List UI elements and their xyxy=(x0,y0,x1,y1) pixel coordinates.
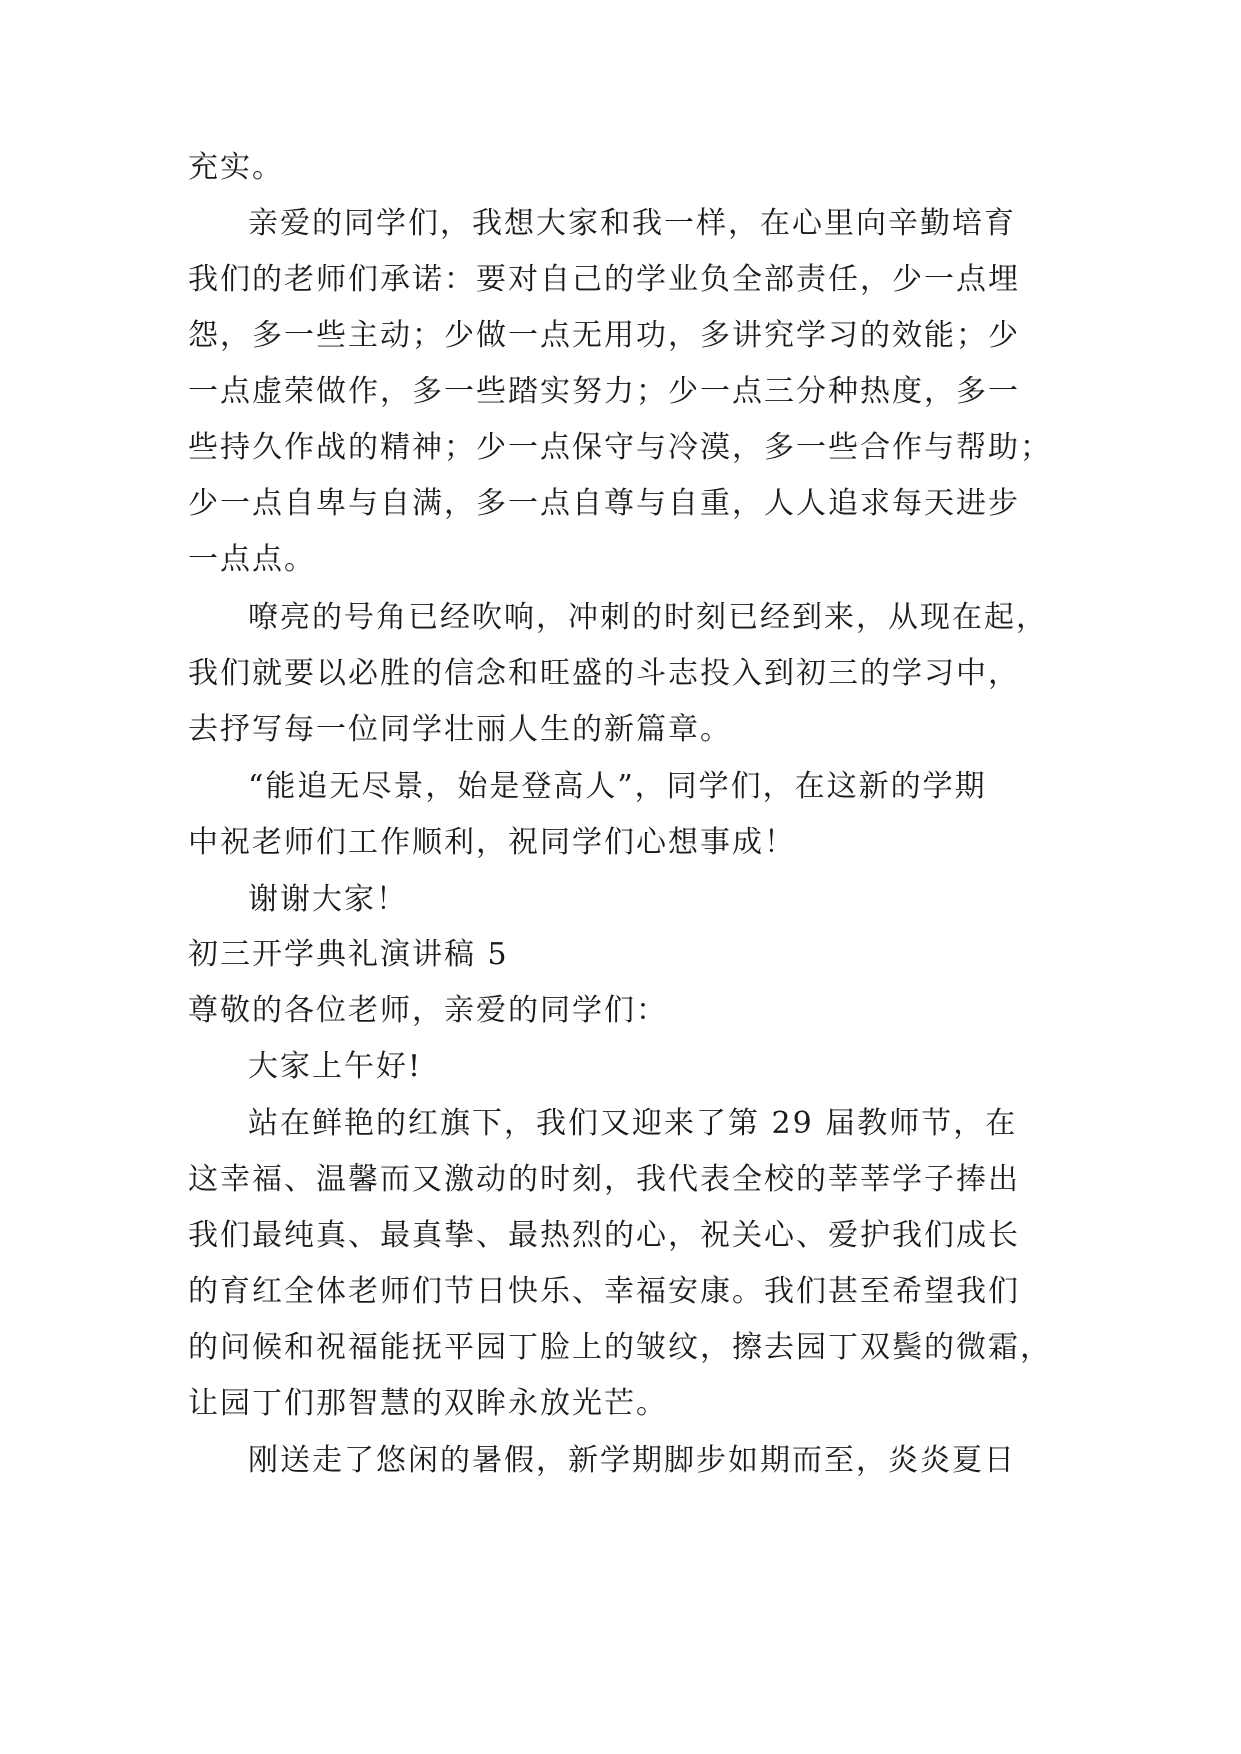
text-line: 中祝老师们工作顺利，祝同学们心想事成！ xyxy=(188,825,796,860)
text-line: 些持久作战的精神；少一点保守与冷漠，多一些合作与帮助； xyxy=(188,430,1052,465)
text-line: 去抒写每一位同学壮丽人生的新篇章。 xyxy=(188,712,732,747)
text-line: 充实。 xyxy=(188,150,284,185)
text-line: 让园丁们那智慧的双眸永放光芒。 xyxy=(188,1386,668,1421)
text-line: 一点点。 xyxy=(188,542,316,577)
section-title: 初三开学典礼演讲稿 5 xyxy=(188,937,509,972)
text-line: 我们最纯真、最真挚、最热烈的心，祝关心、爱护我们成长 xyxy=(188,1218,1020,1253)
text-line: 的问候和祝福能抚平园丁脸上的皱纹，擦去园丁双鬓的微霜， xyxy=(188,1330,1052,1365)
text-line: 少一点自卑与自满，多一点自尊与自重，人人追求每天进步 xyxy=(188,486,1020,521)
text-line: 怨，多一些主动；少做一点无用功，多讲究学习的效能；少 xyxy=(188,318,1020,353)
greeting: 大家上午好! xyxy=(248,1049,423,1084)
salutation: 尊敬的各位老师，亲爱的同学们： xyxy=(188,993,668,1028)
text-line: 我们就要以必胜的信念和旺盛的斗志投入到初三的学习中， xyxy=(188,656,1020,691)
paragraph-start-line: 站在鲜艳的红旗下，我们又迎来了第 29 届教师节，在 xyxy=(248,1106,1018,1141)
paragraph-start-line: 嘹亮的号角已经吹响，冲刺的时刻已经到来，从现在起， xyxy=(248,600,1048,635)
text-line: 这幸福、温馨而又激动的时刻，我代表全校的莘莘学子捧出 xyxy=(188,1162,1020,1197)
closing-line: 谢谢大家！ xyxy=(248,882,408,917)
paragraph-start-line: 亲爱的同学们，我想大家和我一样，在心里向辛勤培育 xyxy=(248,206,1016,241)
text-line: 一点虚荣做作，多一些踏实努力；少一点三分种热度，多一 xyxy=(188,374,1020,409)
paragraph-start-line: 刚送走了悠闲的暑假，新学期脚步如期而至，炎炎夏日 xyxy=(248,1443,1016,1478)
text-line: 我们的老师们承诺：要对自己的学业负全部责任，少一点埋 xyxy=(188,262,1020,297)
text-line: 的育红全体老师们节日快乐、幸福安康。我们甚至希望我们 xyxy=(188,1274,1020,1309)
quote-line: “能追无尽景，始是登高人”，同学们，在这新的学期 xyxy=(248,769,987,804)
